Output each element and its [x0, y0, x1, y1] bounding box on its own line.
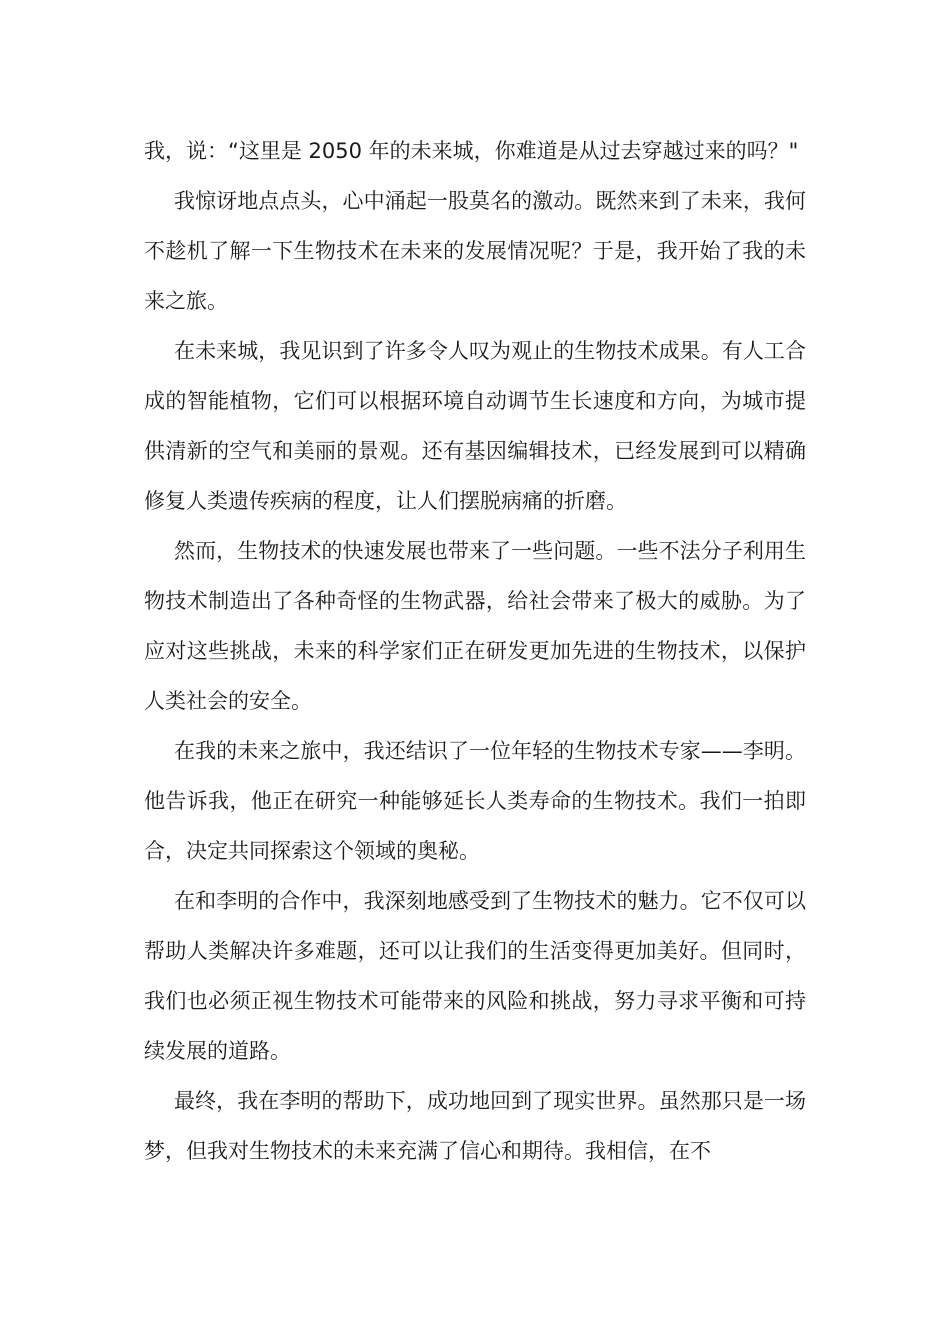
article-body	[144, 126, 806, 1176]
paragraph: 在和李明的合作中，我深刻地感受到了生物技术的魅力。它不仅可以帮助人类解决许多难题，还可以让我们的生活变得更加美好。但同时，我们也必须正视生物技术可能带来的风险和挑战，努力寻求平衡和可持续发展的道路。	[144, 889, 806, 1063]
paragraph: 在未来城，我见识到了许多令人叹为观止的生物技术成果。有人工合成的智能植物，它们可以根据环境自动调节生长速度和方向，为城市提供清新的空气和美丽的景观。还有基因编辑技术，已经发展到可以精确修复人类遗传疾病的程度，让人们摆脱病痛的折磨。	[144, 339, 806, 513]
paragraph: 我惊讶地点点头，心中涌起一股莫名的激动。既然来到了未来，我何不趁机了解一下生物技术在未来的发展情况呢？于是，我开始了我的未来之旅。	[144, 189, 806, 313]
paragraph-continued: 我，说：“这里是 2050 年的未来城，你难道是从过去穿越过来的吗？"	[144, 139, 799, 163]
paragraph: 最终，我在李明的帮助下，成功地回到了现实世界。虽然那只是一场梦，但我对生物技术的未来充满了信心和期待。我相信，在不	[144, 1089, 806, 1163]
paragraph: 在我的未来之旅中，我还结识了一位年轻的生物技术专家——李明。他告诉我，他正在研究一种能够延长人类寿命的生物技术。我们一拍即合，决定共同探索这个领域的奥秘。	[144, 739, 806, 863]
paragraph: 然而，生物技术的快速发展也带来了一些问题。一些不法分子利用生物技术制造出了各种奇怪的生物武器，给社会带来了极大的威胁。为了应对这些挑战，未来的科学家们正在研发更加先进的生物技术，以保护人类社会的安全。	[144, 539, 806, 713]
